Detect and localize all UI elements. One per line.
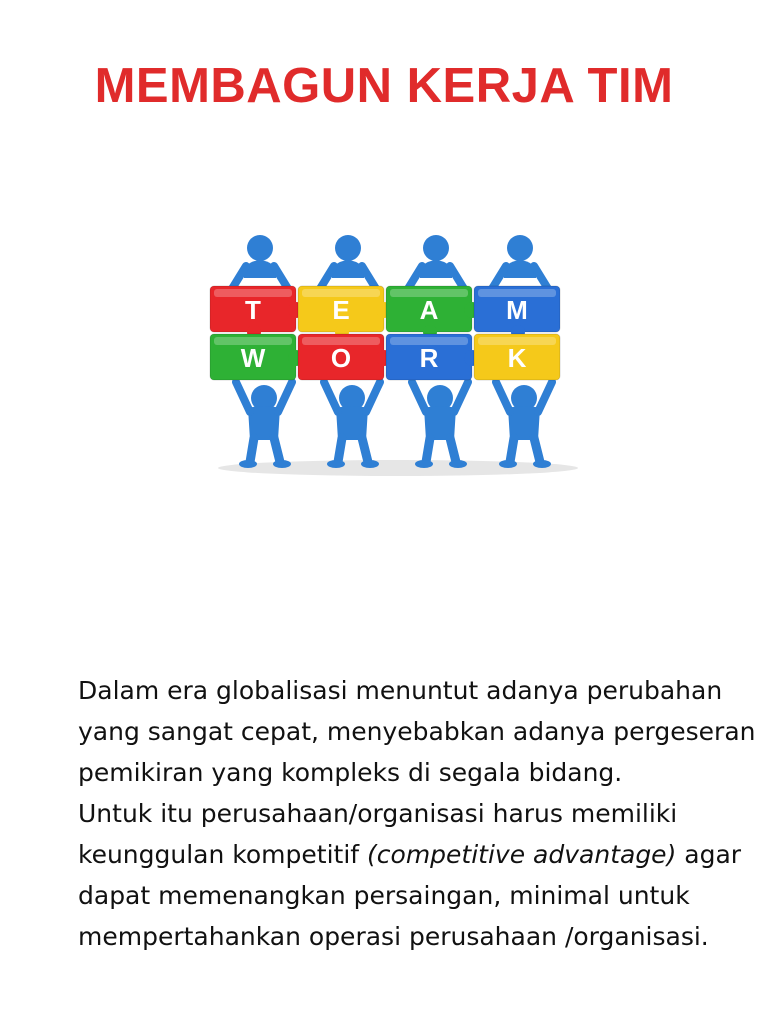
paragraph-1: Dalam era globalisasi menuntut adanya perubahan yang sangat cepat, menyebabkan adanya pergeseran pemikiran yang kompleks di segala bidang.: [78, 676, 756, 787]
figure-bottom: [324, 382, 380, 468]
paragraph-2-start: Untuk itu perusahaan/organisasi harus memiliki keunggulan kompetitif: [78, 799, 678, 869]
puzzle-letter: W: [240, 343, 266, 373]
puzzle-letter: T: [245, 295, 261, 325]
puzzle-letter: A: [419, 295, 439, 325]
figure-bottom: [412, 382, 468, 468]
figure-top: [318, 235, 378, 292]
ground-shadow: [218, 460, 578, 476]
teamwork-illustration: [198, 230, 598, 480]
puzzle-piece: [298, 334, 392, 380]
figure-top: [406, 235, 466, 292]
body-text: [78, 670, 758, 957]
competitive-advantage-term: (competitive advantage): [367, 840, 677, 869]
puzzle-letter: M: [506, 295, 528, 325]
puzzle-piece: [474, 286, 560, 339]
figure-top: [230, 235, 290, 292]
figure-top: [490, 235, 550, 292]
figure-bottom: [236, 382, 292, 468]
puzzle-letter: O: [330, 343, 352, 373]
puzzle-piece: [298, 286, 392, 339]
puzzle-piece: [474, 334, 560, 380]
teamwork-puzzle-icon: [198, 230, 598, 480]
slide-title: MEMBAGUN KERJA TIM: [94, 59, 674, 113]
puzzle-piece: [210, 286, 304, 339]
paragraph-2: [78, 793, 758, 957]
puzzle-letter: E: [332, 295, 350, 325]
figure-bottom: [496, 382, 552, 468]
puzzle-letter: K: [507, 343, 527, 373]
puzzle-piece: [386, 334, 480, 380]
puzzle-letter: R: [419, 343, 439, 373]
puzzle-piece: [386, 286, 480, 339]
paragraph-2-end: agar dapat memenangkan persaingan, minimal untuk mempertahankan operasi perusahaan /organisasi.: [78, 840, 742, 951]
puzzle-piece: [210, 334, 304, 380]
